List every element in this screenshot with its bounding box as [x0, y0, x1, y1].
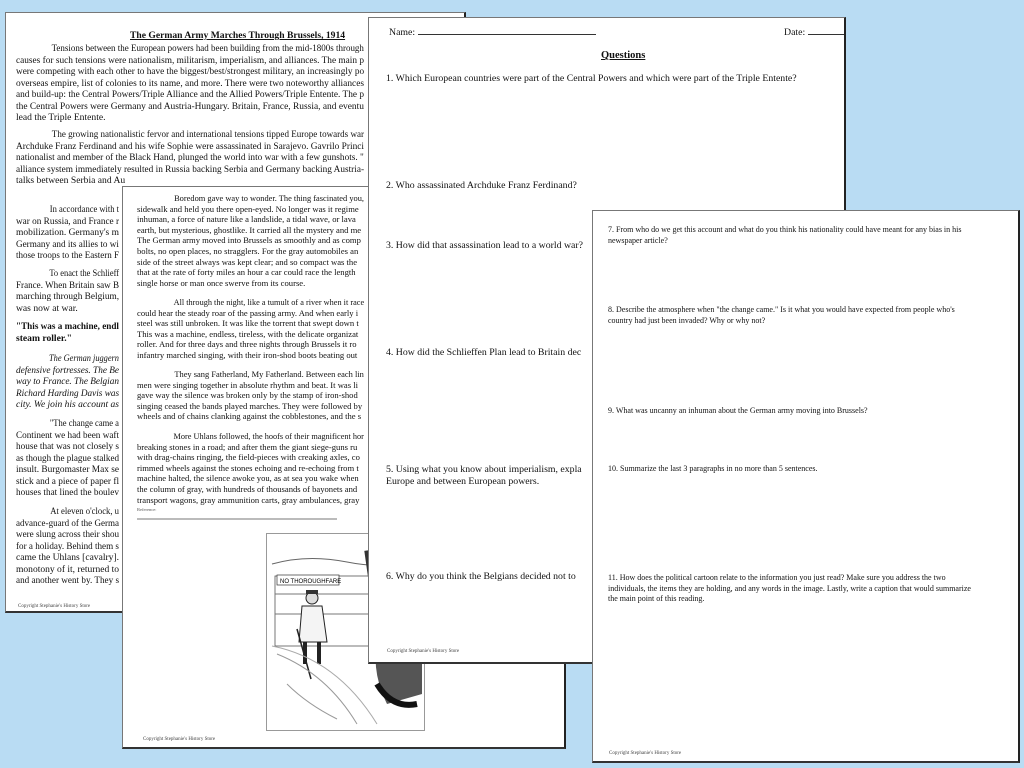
paragraph-night [137, 297, 373, 361]
paragraph-4 [16, 268, 133, 314]
text-line: could hear the steady roar of the passing army. And when early i [137, 307, 359, 318]
text-line: overseas empire, list of colonies to its name, and more. There were two noteworthy alliances [16, 77, 365, 89]
copyright-footer: Copyright Stephanie's History Store [143, 737, 216, 742]
question-4 [386, 347, 581, 358]
paragraph-3 [16, 204, 132, 262]
text-line: wheels and of chains clanking against the cobblestones, and the s [137, 411, 362, 422]
text-line: transport wagons, gray ammunition carts, gray ambulances, gray [137, 494, 360, 505]
text-line: were slung across their shou [16, 529, 120, 540]
text-line: with drag-chains ringing, the field-pieces with creaking axles, co [137, 452, 360, 463]
paragraph-boredom [137, 193, 370, 288]
text-line: Boredom gave way to wonder. The thing fascinated you, [174, 193, 365, 203]
text-line: was now at war. [16, 302, 78, 314]
paragraph-5 [16, 418, 132, 499]
text-line: The German army moved into Brussels as smoothly and as comp [137, 235, 361, 246]
text-line: came the Uhlans [cavalry]. [16, 552, 120, 563]
text-line: city. We join his account as [16, 399, 119, 410]
text-line: The German juggern [49, 353, 119, 364]
text-line: Europe and between European powers. [386, 476, 540, 487]
question-2 [386, 180, 577, 191]
text-line: steel was still unbroken. It was like the torrent that swept down t [137, 318, 359, 329]
text-line: 7. From who do we get this account and what do you think his nationality could have meant for any bias in his [608, 225, 962, 234]
question-11 [608, 573, 971, 605]
text-line: rimmed wheels against the stones echoing and re-echoing from t [137, 462, 359, 473]
text-line: inhuman, a force of nature like a landslide, a tidal wave, or lava [137, 214, 356, 225]
text-line: the column of gray, with hundreds of thousands of bayonets and [137, 483, 358, 494]
text-line: war on Russia, and France r [16, 215, 120, 227]
paragraph-6 [16, 506, 130, 587]
reference [137, 505, 337, 520]
date-blank[interactable] [808, 34, 844, 35]
text-line: steam roller." [16, 332, 72, 344]
text-line: Tensions between the European powers had been building from the mid-1800s through [51, 43, 364, 54]
text-line: breaking stones in a road; and after them the giant siege-guns ru [137, 441, 358, 452]
question-6 [386, 571, 576, 582]
question-3 [386, 240, 583, 251]
cartoon-sign-text: NO THOROUGHFARE [280, 579, 342, 585]
text-line: 1. Which European countries were part of the Central Powers and which were part of the Triple Entente? [386, 73, 797, 84]
text-line: infantry marched singing, with their iron-shod boots beating out [137, 349, 358, 360]
text-line: Richard Harding Davis was [16, 387, 120, 399]
text-line: the main point of this reading. [608, 594, 705, 603]
text-line: "This was a machine, endl [16, 321, 119, 332]
copyright-footer: Copyright Stephanie's History Store [609, 751, 682, 756]
text-line: "The change came a [49, 418, 119, 429]
text-line: and build-up: the Central Powers/Triple Alliance and the Allied Powers/Triple Entente. The p [16, 89, 365, 100]
text-line: nationalist and member of the Black Hand, plunged the world into war with a few gunshots. " [16, 152, 364, 163]
text-line: 3. How did that assassination lead to a world war? [386, 240, 583, 251]
text-line: side of the street always was kept clear; and so compact was the [137, 256, 358, 267]
text-line: Germany and its allies to wi [16, 238, 119, 250]
text-line: houses that lined the boulev [16, 487, 119, 498]
text-line: They sang Fatherland, My Fatherland. Between each lin [174, 369, 364, 379]
name-label: Name: [389, 27, 416, 38]
text-line: 10. Summarize the last 3 paragraphs in no more than 5 sentences. [608, 464, 818, 473]
text-line: way to France. The Belgian [16, 376, 119, 387]
text-line: bolts, no open places, no stragglers. For the gray automobiles an [137, 245, 359, 256]
copyright-footer: Copyright Stephanie's History Store [387, 649, 460, 654]
text-line: singing ceased the bands played marches. They were followed by [137, 400, 363, 411]
question-5 [386, 464, 582, 488]
text-line: newspaper article? [608, 235, 668, 245]
text-line: advance-guard of the Germa [16, 517, 120, 529]
text-line: This was a machine, endless, tireless, with the delicate organizat [137, 328, 359, 339]
question-1 [386, 73, 797, 84]
text-line: were competing with each other to have the biggest/best/strongest military, an increasingly po [16, 66, 365, 77]
text-line: 11. How does the political cartoon relate to the information you just read? Make sure you address the two [608, 573, 946, 582]
text-line: 6. Why do you think the Belgians decided not to [386, 571, 576, 582]
paragraph-fatherland [137, 369, 368, 422]
text-line: earth, but mysterious, ghostlike. It carried all the mystery and me [137, 224, 362, 235]
paragraph-1 [16, 43, 388, 124]
text-line: as though the plague stalked [16, 452, 120, 464]
questions-heading: Questions [601, 50, 646, 61]
reference-label: Reference: [137, 507, 157, 512]
text-line: 5. Using what you know about imperialism, expla [386, 464, 582, 475]
text-line: defensive fortresses. The Be [16, 364, 120, 376]
text-line: stick and a piece of paper fl [16, 475, 120, 487]
reference-citation [137, 518, 337, 520]
paragraph-uhlans [137, 431, 373, 505]
text-line: single horse or man once swerve from its course. [137, 277, 306, 288]
text-line: and another went by. They s [16, 575, 120, 586]
date-field[interactable] [784, 27, 844, 38]
text-line: that at the rate of forty miles an hour a car could race the length [137, 267, 356, 278]
copyright-footer: Copyright Stephanie's History Store [18, 604, 91, 609]
name-field[interactable] [389, 27, 596, 38]
text-line: machine halted, the silence awoke you, as at sea you wake when [137, 473, 359, 484]
text-line: To enact the Schlieff [49, 268, 120, 279]
intro-paragraph [16, 353, 134, 411]
text-line: gave way the silence was broken only by the stamp of iron-shod [137, 390, 358, 401]
text-line: monotony of it, returned to [16, 563, 120, 575]
text-line: At eleven o'clock, u [50, 506, 120, 517]
quote-heading [16, 321, 124, 344]
question-8 [608, 305, 955, 326]
text-line: Continent we had been waft [16, 429, 120, 441]
text-line: 9. What was uncanny an inhuman about the German army moving into Brussels? [608, 406, 868, 415]
text-line: mobilization. Germany's m [16, 227, 119, 238]
text-line: country had just been invaded? Why or why not? [608, 315, 766, 325]
text-line: insult. Burgomaster Max se [16, 464, 120, 475]
text-line: the Central Powers were Germany and Austria-Hungary. Britain, France, Russia, and eventu [16, 100, 364, 112]
question-10 [608, 464, 818, 475]
text-line: men were singing together in absolute rhythm and beat. It was li [137, 379, 358, 390]
text-line: alliance system immediately resulted in Russia backing Serbia and Germany backing Austria- [16, 163, 365, 175]
date-label: Date: [784, 27, 806, 38]
text-line: France. When Britain saw B [16, 279, 120, 291]
text-line: The growing nationalistic fervor and international tensions tipped Europe towards war [51, 129, 365, 140]
text-line: for a holiday. Behind them s [16, 540, 119, 552]
text-line: 4. How did the Schlieffen Plan lead to Britain dec [386, 347, 582, 358]
text-line: 2. Who assassinated Archduke Franz Ferdinand? [386, 180, 577, 191]
text-line: In accordance with t [49, 204, 120, 215]
text-line: causes for such tensions were nationalism, militarism, imperialism, and alliances. The main p [16, 54, 365, 66]
text-line: Archduke Franz Ferdinand and his wife Sophie were assassinated in Sarajevo. Gavrilo Princi [16, 140, 364, 152]
text-line: More Uhlans followed, the hoofs of their magnificent hor [173, 431, 364, 441]
reading-title: The German Army Marches Through Brussels, 1914 [130, 30, 346, 41]
text-line: roller. And for three days and three nights through Brussels it ro [137, 339, 357, 350]
text-line: individuals, the items they are holding, and any words in the image. Lastly, write a caption that would summarize [608, 583, 971, 593]
text-line: lead the Triple Entente. [16, 112, 106, 123]
paragraph-2 [16, 129, 385, 187]
text-line: those troops to the Eastern F [16, 250, 120, 261]
text-line: house that was not closely s [16, 441, 120, 452]
text-line: sidewalk and held you there open-eyed. No longer was it regime [137, 203, 359, 214]
text-line: All through the night, like a tumult of a river when it race [173, 297, 365, 307]
text-line: 8. Describe the atmosphere when "the change came." Is it what you would have expected from people who's [608, 305, 955, 314]
questions-page-2 [592, 210, 1020, 763]
name-blank[interactable] [418, 34, 596, 35]
text-line: talks between Serbia and Au [16, 175, 126, 186]
question-9 [608, 406, 868, 417]
question-7 [608, 225, 962, 246]
text-line: marching through Belgium, [16, 291, 120, 302]
